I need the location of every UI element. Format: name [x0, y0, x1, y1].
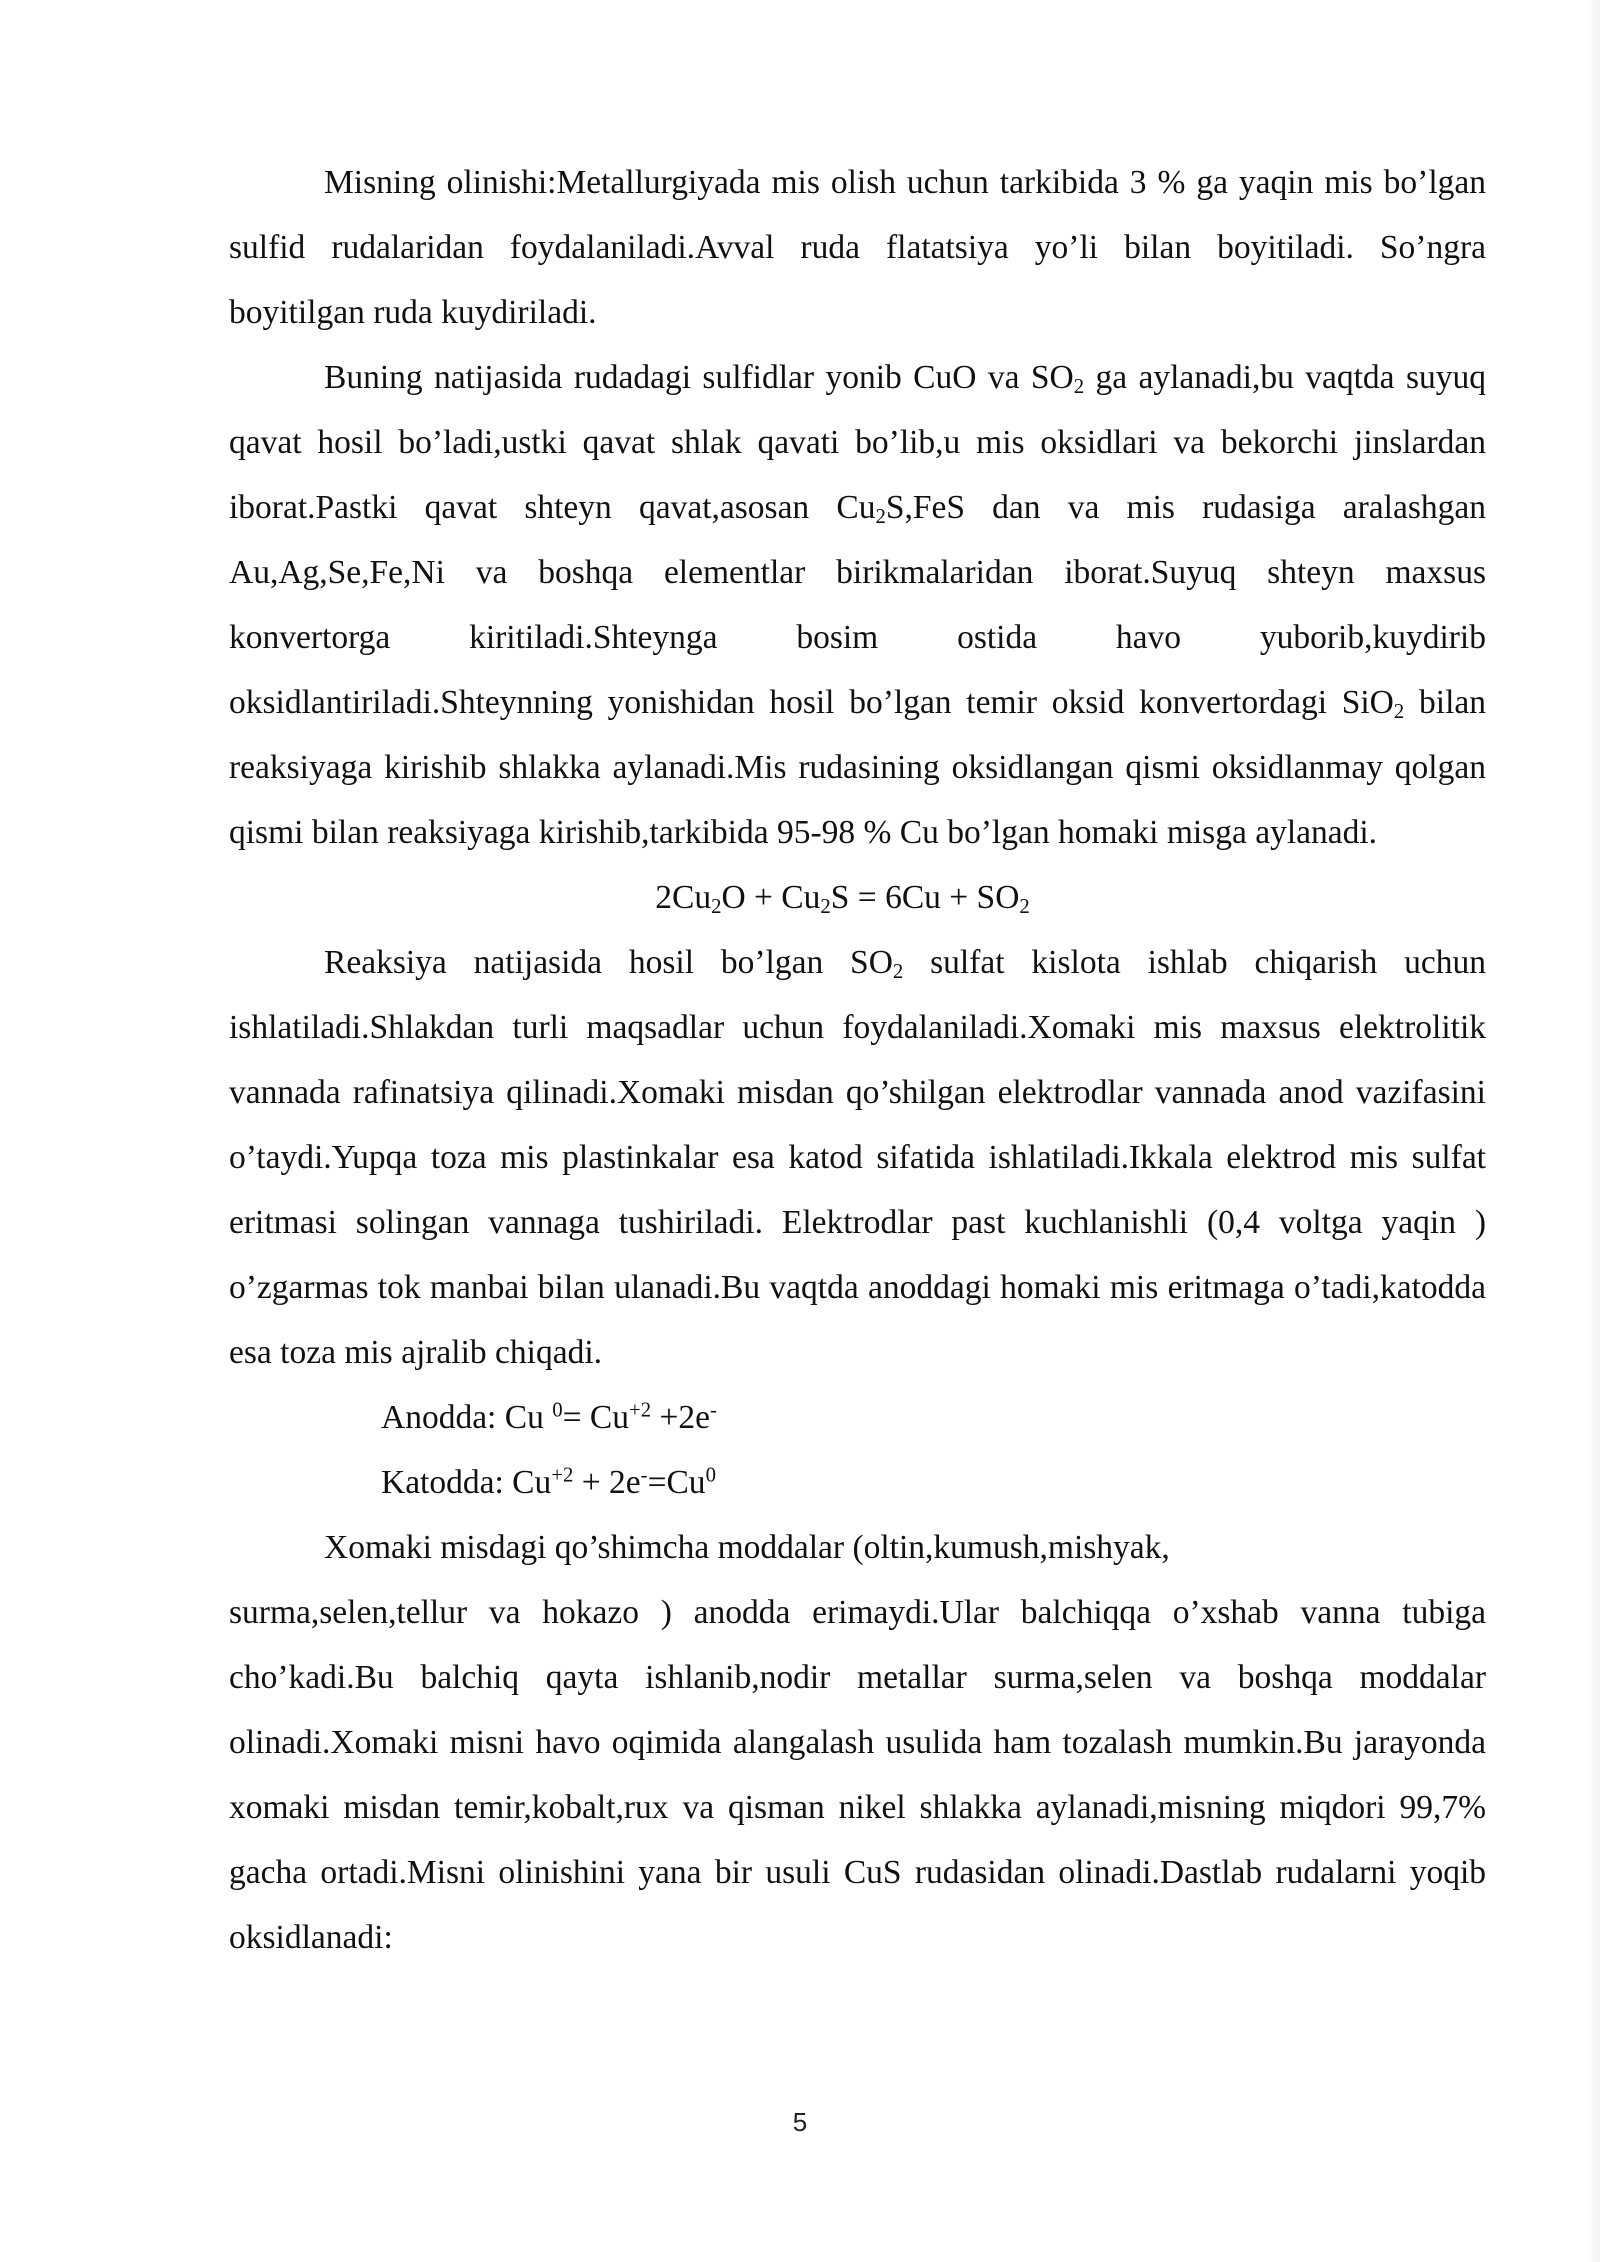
- paragraph-impurities: surma,selen,tellur va hokazo ) anodda erimaydi.Ular balchiqqa o’xshab vanna tubiga cho’kadi.Bu balchiq qayta ishlanib,nodir metallar surma,selen va boshqa moddalar olinadi.Xomaki misni havo oqimida alangalash usulida ham tozalash mumkin.Bu jarayonda xomaki misdan temir,kobalt,rux va qisman nikel shlakka aylanadi,misning miqdori 99,7% gacha ortadi.Misni olinishini yana bir usuli CuS rudasidan olinadi.Dastlab rudalarni yoqib oksidlanadi:: [229, 1594, 1486, 1956]
- paragraph-impurities-line1: Xomaki misdagi qo’shimcha moddalar (oltin,kumush,mishyak,: [324, 1529, 1170, 1566]
- reaction-equation: $2Cu_2O + Cu_2S = 6Cu + SO_2$: [655, 879, 1030, 919]
- page-body: [229, 150, 1486, 1970]
- paragraph-electrolytic-refining: Reaksiya natijasida hosil bo’lgan $SO_2$ sulfat kislota ishlab chiqarish uchun ishlatiladi.Shlakdan turli maqsadlar uchun foydalaniladi.Xomaki mis maxsus elektrolitik vannada rafinatsiya qilinadi.Xomaki misdan qo’shilgan elektrodlar vannada anod vazifasini o’taydi.Yupqa toza mis plastinkalar esa katod sifatida ishlatiladi.Ikkala elektrod mis sulfat eritmasi solingan vannaga tushiriladi. Elektrodlar past kuchlanishli (0,4 voltga yaqin ) o’zgarmas tok manbai bilan ulanadi.Bu vaqtda anoddagi homaki mis eritmaga o’tadi,katodda esa toza mis ajralib chiqadi.: [229, 944, 1486, 1371]
- cathode-reaction: Katodda: $Cu^{+2} + 2e^-=Cu^0$: [381, 1463, 716, 1501]
- page-number: 5: [792, 2107, 808, 2137]
- paragraph-copper-extraction-intro: Misning olinishi:Metallurgiyada mis olish uchun tarkibida 3 % ga yaqin mis bo’lgan sulfid rudalaridan foydalaniladi.Avval ruda flatatsiya yo’li bilan boyitiladi. So’ngra boyitilgan ruda kuydiriladi.: [229, 164, 1486, 331]
- paragraph-roasting-process: Buning natijasida rudadagi sulfidlar yonib CuO va $SO_2$ ga aylanadi,bu vaqtda suyuq qavat hosil bo’ladi,ustki qavat shlak qavati bo’lib,u mis oksidlari va bekorchi jinslardan iborat.Pastki qavat shteyn qavat,asosan $Cu_2S,FeS$ dan va mis rudasiga aralashgan Au,Ag,Se,Fe,Ni va boshqa elementlar birikmalaridan iborat.Suyuq shteyn maxsus konvertorga kiritiladi.Shteynga bosim ostida havo yuborib,kuydirib oksidlantiriladi.Shteynning yonishidan hosil bo’lgan temir oksid konvertordagi SiO$_2$ bilan reaksiyaga kirishib shlakka aylanadi.Mis rudasining oksidlangan qismi oksidlanmay qolgan qismi bilan reaksiyaga kirishib,tarkibida 95-98 % Cu bo’lgan homaki misga aylanadi.: [229, 359, 1486, 851]
- page-edge-shadow: [1586, 0, 1600, 2262]
- anode-reaction: Anodda: Cu $^0= Cu^{+2} +2e^-$: [381, 1398, 717, 1436]
